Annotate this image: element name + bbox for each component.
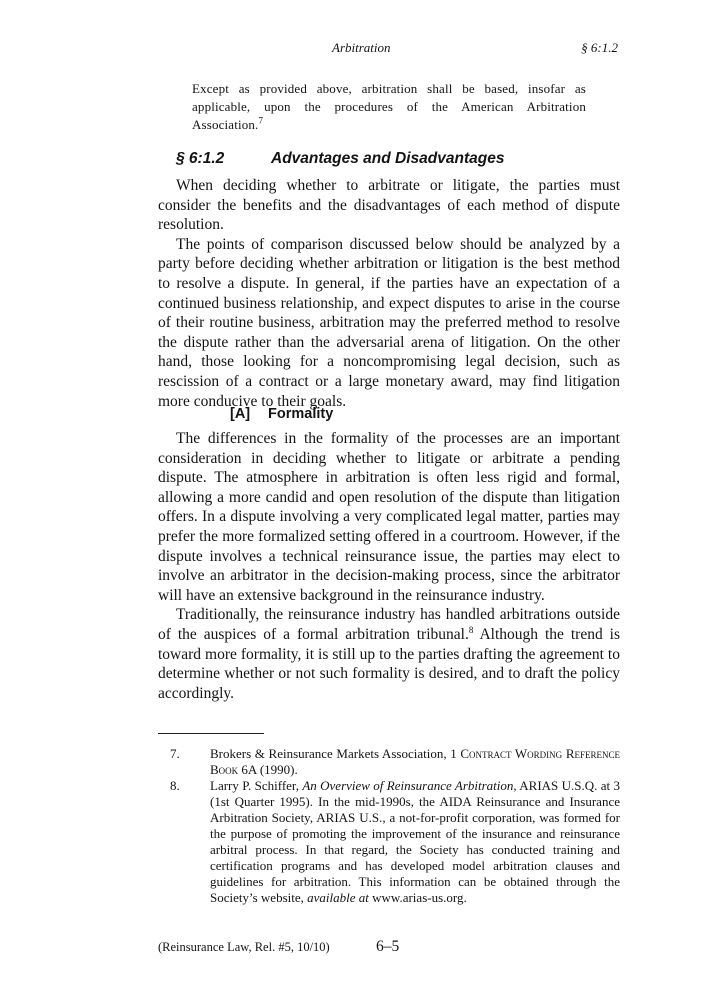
footnote-text: [210, 778, 620, 906]
subsection-letter: [A]: [230, 406, 251, 422]
footnote-text-part: Larry P. Schiffer,: [210, 778, 303, 793]
footnote-ref-8[interactable]: 8: [468, 624, 474, 635]
footnote-text-part: , ARIAS U.S.Q. at 3 (1st Quarter 1995). In the mid-1990s, the AIDA Reinsurance and Insurance Arbitration Society, ARIAS U.S., a not-for-profit corporation, was formed for the purpose of promoting the improvement of the insurance and reinsurance arbitral process. In that regard, the Society has conducted training and certification programs and has developed model arbitration clauses and guidelines for arbitration. This information can be obtained through the Society’s website,: [210, 778, 620, 905]
formality-text: [158, 429, 620, 703]
section-title: Advantages and Disadvantages: [271, 150, 505, 167]
footnote-number: 8.: [170, 778, 180, 793]
citation-signal: available at: [307, 890, 369, 905]
footnote-7: [170, 746, 620, 778]
paragraph-text: Although the trend is toward more formality, it is still up to the parties drafting the agreement to determine whether or not such formality is desired, and to draft the policy accordingly.: [158, 625, 621, 702]
running-header-section: § 6:1.2: [581, 40, 618, 55]
paragraph: The points of comparison discussed below should be analyzed by a party before deciding whether arbitration or litigation is the best method to resolve a dispute. In general, if the parties have an expectation of a continued business relationship, and expect disputes to arise in the course of their routine business, arbitration may the preferred method to resolve the dispute rather than the adversarial arena of litigation. On the other hand, those looking for a noncompromising legal decision, such as rescission of a contract or a large monetary award, may find litigation more conducive to their goals.: [158, 235, 620, 410]
footnote-text-part: Brokers & Reinsurance Markets Association, 1: [210, 746, 461, 761]
footnote-ref-7[interactable]: 7: [258, 115, 264, 126]
running-header-title: Arbitration: [332, 40, 391, 55]
footnote-8: [170, 778, 620, 906]
block-quote: [192, 80, 586, 134]
footnote-number: 7.: [170, 746, 180, 761]
paragraph-text: Traditionally, the reinsurance industry has handled arbitrations outside of the auspices of a formal arbitration tribunal.: [158, 606, 620, 643]
footnote-separator: [158, 733, 264, 734]
website-link[interactable]: www.arias-us.org.: [368, 890, 467, 905]
intro-text: [158, 176, 620, 411]
paragraph: The differences in the formality of the processes are an important consideration in deciding whether to litigate or arbitrate a pending dispute. The atmosphere in arbitration is often less rigid and formal, allowing a more candid and open resolution of the dispute than litigation offers. In a dispute involving a very complicated legal matter, parties may prefer the more formalized setting offered in a courtroom. However, if the dispute involves a technical reinsurance issue, the parties may elect to involve an arbitrator in the decision-making process, since the arbitrator will have an extensive background in the reinsurance industry.: [158, 430, 620, 604]
section-number: § 6:1.2: [176, 150, 225, 167]
book-title: Contract Wording Reference Book: [210, 746, 620, 777]
subsection-title: Formality: [268, 406, 334, 422]
footnotes: [170, 746, 620, 906]
footnote-text-part: 6A (1990).: [238, 762, 298, 777]
paragraph: [158, 605, 620, 703]
page-number: 6–5: [376, 938, 400, 955]
footnote-text: [210, 746, 620, 778]
paragraph: When deciding whether to arbitrate or litigate, the parties must consider the benefits and the disadvantages of each method of dispute resolution.: [158, 177, 620, 234]
article-title: An Overview of Reinsurance Arbitration: [302, 778, 514, 793]
page-footer: [158, 938, 618, 960]
release-info: (Reinsurance Law, Rel. #5, 10/10): [158, 940, 330, 954]
running-header: [158, 40, 618, 60]
block-quote-text: Except as provided above, arbitration shall be based, insofar as applicable, upon the procedures of the American Arbitration Association.: [192, 81, 586, 132]
